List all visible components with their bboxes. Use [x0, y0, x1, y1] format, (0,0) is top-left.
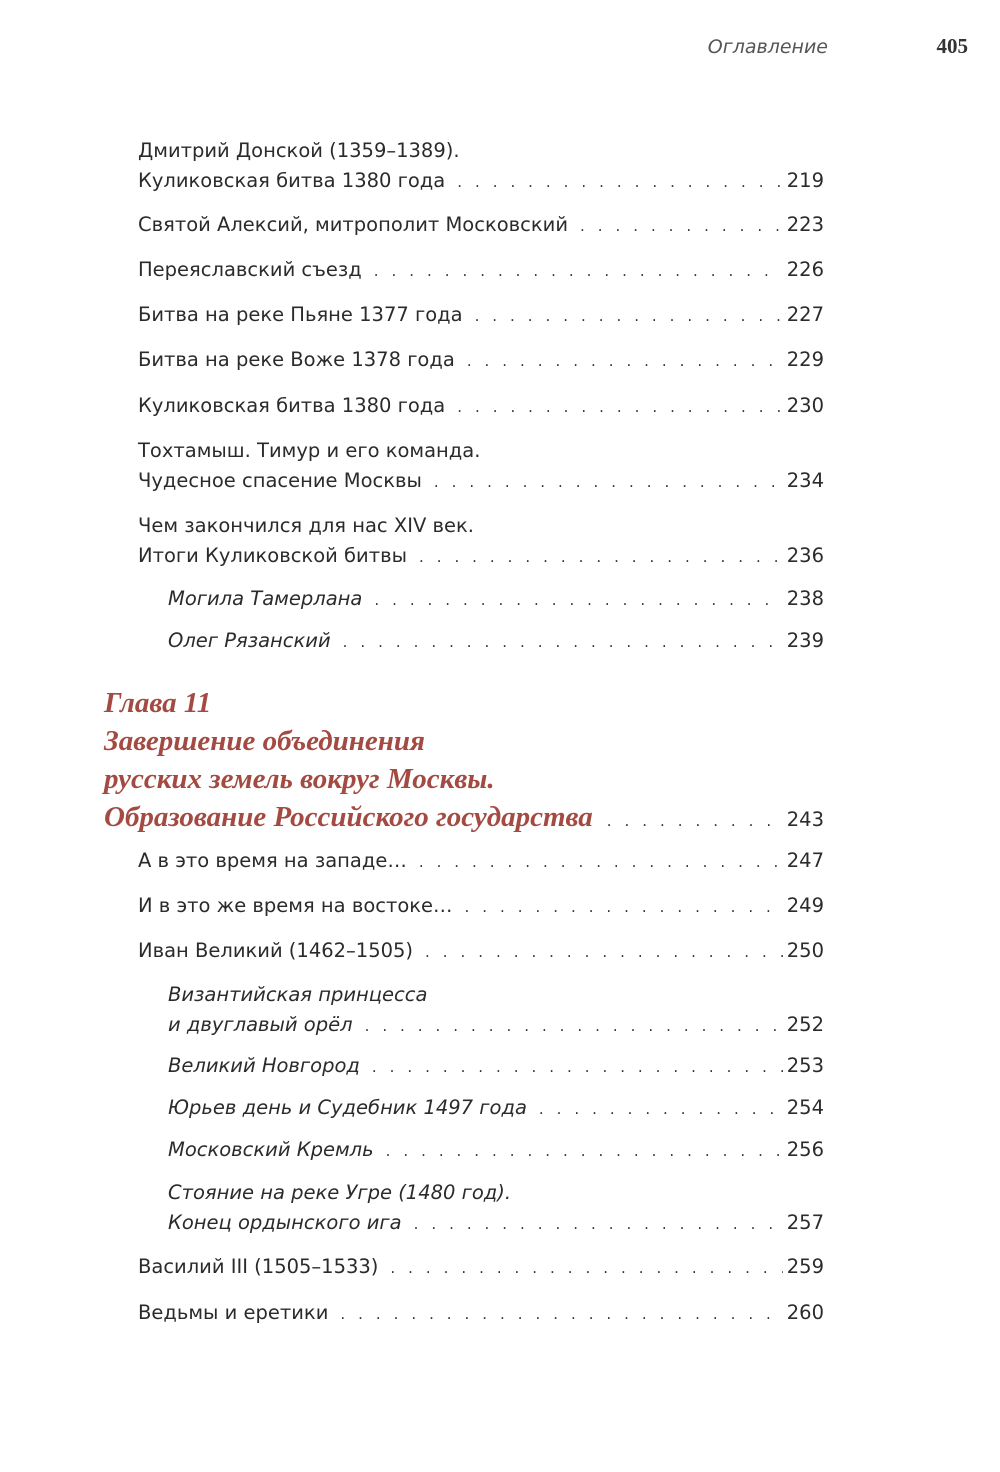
toc-entry[interactable] [138, 391, 824, 422]
toc-entry-title: и двуглавый орёл [168, 1013, 353, 1036]
toc-entry-page: 230 [786, 394, 824, 417]
toc-entry-page: 236 [786, 544, 824, 567]
dot-leader [374, 256, 783, 286]
toc-entry-line: Тохтамыш. Тимур и его команда. [138, 439, 481, 462]
toc-entry-line: Стояние на реке Угре (1480 год). [168, 1181, 512, 1204]
toc-entry-page: 252 [786, 1013, 824, 1036]
toc-entry-title: Олег Рязанский [168, 629, 331, 652]
dot-leader [343, 627, 783, 657]
toc-entry[interactable] [138, 1298, 824, 1329]
toc-entry[interactable] [138, 511, 824, 572]
page-number: 405 [936, 34, 968, 58]
chapter-page: 243 [786, 808, 824, 831]
toc-entry-title: Ведьмы и еретики [138, 1301, 329, 1324]
dot-leader [465, 892, 783, 922]
dot-leader [419, 542, 783, 572]
dot-leader [434, 467, 783, 497]
toc-entry-title: Великий Новгород [168, 1054, 360, 1077]
toc-entry[interactable] [138, 345, 824, 376]
toc-entry[interactable] [138, 936, 824, 967]
toc-entry-line: Чем закончился для нас XIV век. [138, 514, 474, 537]
toc-entry-page: 257 [786, 1211, 824, 1234]
toc-entry-title: Могила Тамерлана [168, 587, 363, 610]
toc-entry-title: А в это время на западе… [138, 849, 407, 872]
toc-entry-title: Итоги Куликовской битвы [138, 544, 407, 567]
toc-subentry[interactable] [168, 1178, 824, 1239]
dot-leader [425, 937, 783, 967]
toc-entry-title: Святой Алексий, митрополит Московский [138, 213, 568, 236]
chapter-label: Глава 11 [104, 687, 212, 719]
toc-entry-title: Битва на реке Воже 1378 года [138, 348, 455, 371]
toc-entry-page: 247 [786, 849, 824, 872]
chapter-heading[interactable] [104, 684, 824, 840]
toc-entry-title: Чудесное спасение Москвы [138, 469, 422, 492]
toc-entry-page: 259 [786, 1255, 824, 1278]
dot-leader [386, 1136, 783, 1166]
toc-entry-title: Иван Великий (1462–1505) [138, 939, 414, 962]
toc-subentry[interactable] [168, 1093, 824, 1124]
dot-leader [539, 1094, 783, 1124]
toc-entry-page: 234 [786, 469, 824, 492]
toc-entry-page: 253 [786, 1054, 824, 1077]
dot-leader [340, 1299, 782, 1329]
toc-subentry[interactable] [168, 980, 824, 1041]
toc-entry[interactable] [138, 300, 824, 331]
toc-subentry[interactable] [168, 1135, 824, 1166]
toc-entry-page: 227 [786, 303, 824, 326]
chapter-title-line: русских земель вокруг Москвы. [104, 763, 495, 795]
toc-entry-page: 254 [786, 1096, 824, 1119]
dot-leader [365, 1011, 783, 1041]
toc-entry[interactable] [138, 255, 824, 286]
dot-leader [467, 346, 783, 376]
toc-entry-title: Куликовская битва 1380 года [138, 394, 446, 417]
toc-entry-page: 229 [786, 348, 824, 371]
toc-entry-title: Переяславский съезд [138, 258, 362, 281]
toc-entry-line: Дмитрий Донской (1359–1389). [138, 139, 460, 162]
toc-entry-title: Юрьев день и Судебник 1497 года [168, 1096, 527, 1119]
toc-entry-page: 250 [786, 939, 824, 962]
toc-entry[interactable] [138, 846, 824, 877]
chapter-title-line: Образование Российского государства [104, 801, 593, 833]
toc-entry-page: 260 [786, 1301, 824, 1324]
toc-subentry[interactable] [168, 1051, 824, 1082]
toc-entry[interactable] [138, 210, 824, 241]
dot-leader [419, 847, 783, 877]
toc-entry-page: 249 [786, 894, 824, 917]
dot-leader [374, 585, 782, 615]
toc-entry-page: 226 [786, 258, 824, 281]
toc-entry[interactable] [138, 136, 824, 197]
toc-entry-page: 219 [786, 169, 824, 192]
toc-entry[interactable] [138, 891, 824, 922]
dot-leader [390, 1253, 782, 1283]
toc-entry-page: 238 [786, 587, 824, 610]
toc-entry-title: Василий III (1505–1533) [138, 1255, 379, 1278]
dot-leader [607, 802, 783, 840]
toc-entry-page: 239 [786, 629, 824, 652]
toc-entry-page: 223 [786, 213, 824, 236]
toc-subentry[interactable] [168, 626, 824, 657]
toc-entry-title: Московский Кремль [168, 1138, 374, 1161]
toc-entry-title: Куликовская битва 1380 года [138, 169, 446, 192]
chapter-title-line: Завершение объединения [104, 725, 425, 757]
dot-leader [372, 1052, 783, 1082]
toc-entry-title: Конец ордынского ига [168, 1211, 402, 1234]
toc-entry[interactable] [138, 1252, 824, 1283]
dot-leader [414, 1209, 783, 1239]
toc-entry-line: Византийская принцесса [168, 983, 428, 1006]
dot-leader [475, 301, 783, 331]
toc-entry-title: И в это же время на востоке… [138, 894, 453, 917]
toc-entry-page: 256 [786, 1138, 824, 1161]
toc-entry[interactable] [138, 436, 824, 497]
dot-leader [580, 211, 783, 241]
dot-leader [457, 167, 783, 197]
toc-subentry[interactable] [168, 584, 824, 615]
dot-leader [457, 392, 783, 422]
running-head: Оглавление [707, 36, 828, 58]
toc-entry-title: Битва на реке Пьяне 1377 года [138, 303, 463, 326]
